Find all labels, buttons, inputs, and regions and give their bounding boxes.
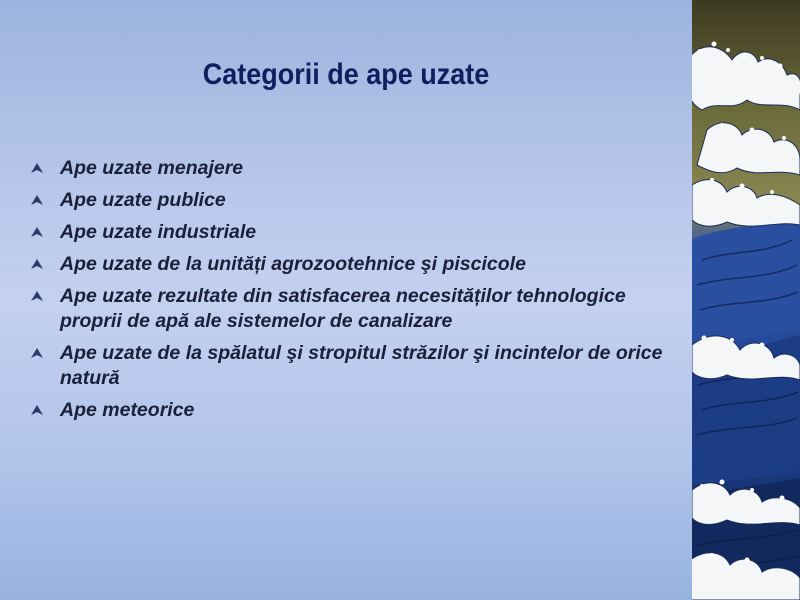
bullet-item: [30, 398, 670, 423]
bullet-item: [30, 220, 670, 245]
arrow-bullet-icon: [31, 195, 43, 205]
bullet-text: Ape uzate industriale: [60, 221, 257, 243]
arrow-bullet-icon: [31, 291, 43, 301]
bullet-text: Ape uzate publice: [60, 189, 226, 211]
bullet-text: Ape uzate menajere: [60, 157, 244, 179]
slide-title: Categorii de ape uzate: [202, 58, 490, 91]
bullet-text: Ape uzate de la unități agrozootehnice şi piscicole: [60, 253, 526, 275]
bullet-item: [30, 188, 670, 213]
bullet-text: Ape uzate rezultate din satisfacerea necesităților tehnologice proprii de apă ale sistemelor de canalizare: [60, 285, 626, 332]
bullet-item: [30, 284, 670, 334]
bullet-item: [30, 341, 670, 391]
bullet-list: [30, 156, 670, 430]
bullet-item: [30, 156, 670, 181]
bullet-text: Ape meteorice: [60, 399, 195, 421]
bullet-text: Ape uzate de la spălatul şi stropitul străzilor şi incintelor de orice natură: [60, 342, 663, 389]
arrow-bullet-icon: [31, 348, 43, 358]
bullet-item: [30, 252, 670, 277]
arrow-bullet-icon: [31, 227, 43, 237]
great-wave-illustration: [692, 0, 800, 600]
wave-art: [692, 0, 800, 600]
arrow-bullet-icon: [31, 405, 43, 415]
arrow-bullet-icon: [31, 163, 43, 173]
arrow-bullet-icon: [31, 259, 43, 269]
